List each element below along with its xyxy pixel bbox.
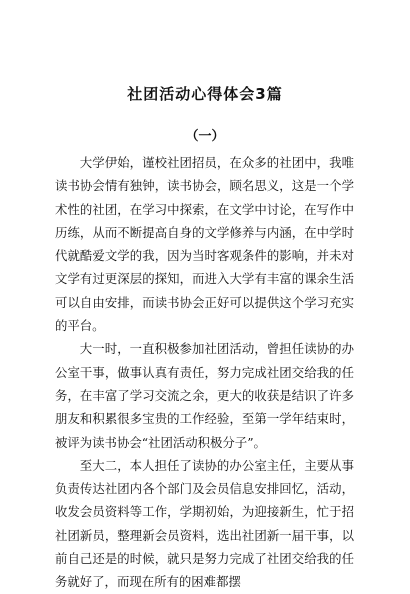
body-paragraph: 至大二，本人担任了读协的办公室主任，主要从事负责传达社团内各个部门及会员信息安排回忆，活动，收发会员资料等工作，学期初始，为迎接新生，忙于招社团新员，整理新会员资料，选出社团新一届干事，以前自己还是的时候，就只是努力完成了社团交给我的任务就好了，而现在所有的困难都摆 [55,457,354,590]
document-body [55,151,354,594]
section-heading: （一） [185,129,225,144]
body-paragraph: 大一时，一直积极参加社团活动，曾担任读协的办公室干事，做事认真有责任，努力完成社团交给我的任务，在丰富了学习交流之余，更大的收获是结识了许多朋友和积累很多宝贵的工作经验，至第一学年结束时，被评为读书协会“社团活动积极分子”。 [55,341,354,450]
body-paragraph: 大学伊始，谨校社团招员，在众多的社团中，我唯读书协会情有独钟，读书协会，顾名思义，这是一个学术性的社团，在学习中探索，在文学中讨论，在写作中历练，从而不断提高自身的文学修养与内涵，在中学时代就酷爱文学的我，因为当时客观条件的影响，并未对文学有过更深层的探知，而进入大学有丰富的课余生活可以自由安排，而读书协会正好可以提供这个学习充实的平台。 [55,155,354,334]
document-title: 社团活动心得体会3篇 [127,85,283,103]
